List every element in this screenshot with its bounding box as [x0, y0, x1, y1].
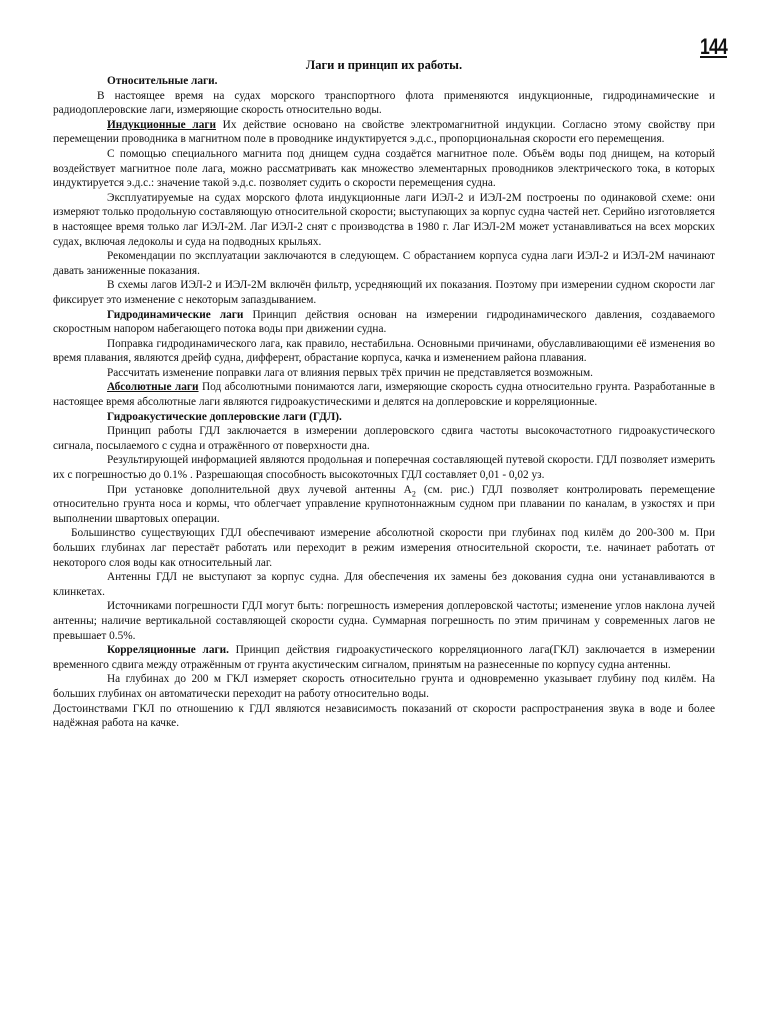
paragraph: С помощью специального магнита под днищем судна создаётся магнитное поле. Объём воды под днищем, на который воздействует магнитное поле лага, можно рассматривать как множество элементарных проводников электрического тока, в которых индуктируется э.д.с.: значение такой э.д.с. позволяет судить о скорости перемещения судна. — [53, 147, 715, 190]
paragraph-absolute — [53, 380, 715, 409]
paragraph: На глубинах до 200 м ГКЛ измеряет скорость относительно грунта и одновременно указывает глубину под килём. На больших глубинах он автоматически переходит на работу относительно воды. — [53, 673, 715, 700]
paragraph: Достоинствами ГКЛ по отношению к ГДЛ являются независимость показаний от скорости распространения звука в воде и более надёжная работа на качке. — [53, 702, 715, 730]
paragraph-text: Принцип действия основан на измерении гидродинамического давления, создаваемого скоростным напором набегающего потока воды при движении судна. — [53, 308, 715, 336]
hydrodynamic-heading: Гидродинамические лаги — [107, 308, 244, 321]
paragraph-text: (см. рис.) ГДЛ позволяет контролировать перемещение относительно грунта носа и кормы, что облегчает управление крупнотоннажным судном при плавании по каналам, в узкостях и при выполнении швартовых операции. — [53, 483, 715, 525]
paragraph-text: При установке дополнительной двух лучевой антенны А — [107, 483, 412, 496]
paragraph: Поправка гидродинамического лага, как правило, нестабильна. Основными причинами, обуславливающими её изменения во время плавания, являются дрейф судна, дифферент, обрастание корпуса, качка и изменением района плавания. — [53, 337, 715, 365]
paragraph-text: Под абсолютными понимаются лаги, измеряющие скорость судна относительно грунта. Разработанные в настоящее время абсолютные лаги являются гидроакустическими и делятся на доплеровские и корреляционные. — [53, 381, 715, 409]
induction-heading: Индукционные лаги — [107, 118, 216, 131]
paragraph: Антенны ГДЛ не выступают за корпус судна. Для обеспечения их замены без докования судна они устанавливаются в клинкетах. — [53, 571, 715, 598]
absolute-heading: Абсолютные лаги — [107, 381, 199, 394]
paragraph: Эксплуатируемые на судах морского флота индукционные лаги ИЭЛ-2 и ИЭЛ-2М построены по одинаковой схеме: они измеряют только продольную составляющую относительной скорости; выступающих за корпус судна частей нет. Серийно изготовляется в настоящее время только лаг ИЭЛ-2М. Лаг ИЭЛ-2 снят с производства в 1980 г. Лаг ИЭЛ-2М может устанавливаться на всех морских судах, включая ледоколы и суда на подводных крыльях. — [53, 191, 715, 248]
paragraph-text: Их действие основано на свойстве электромагнитной индукции. Согласно этому свойству при перемещении проводника в магнитном поле в проводнике индуктируется э.д.с., пропорциональная скорости его перемещения. — [53, 118, 715, 146]
paragraph-induction — [53, 118, 715, 147]
paragraph: Рассчитать изменение поправки лага от влияния первых трёх причин не представляется возможным. — [107, 366, 593, 379]
paragraph: Большинство существующих ГДЛ обеспечивают измерение абсолютной скорости при глубинах под килём до 200-300 м. При больших глубинах лаг перестаёт работать или переходит в режим измерения относительной скорости, т.е. начинает работать от некоторого слоя воды как относительный лаг. — [53, 527, 715, 569]
correlation-heading: Корреляционные лаги. — [107, 644, 229, 657]
paragraph-hydrodynamic — [53, 308, 715, 337]
relative-heading: Относительные лаги. — [107, 75, 218, 87]
paragraph: Принцип работы ГДЛ заключается в измерении доплеровского сдвига частоты высокочастотного гидроакустического сигнала, посылаемого с судна и отражённого от поверхности дна. — [53, 425, 715, 452]
paragraph-correlation — [53, 643, 715, 672]
paragraph-text: Принцип действия гидроакустического корреляционного лага(ГКЛ) заключается в измерении временного сдвига между отражённым от грунта акустическим сигналом, принятым на разнесенные по корпусу судна антенны. — [53, 644, 715, 671]
subscript: 2 — [411, 488, 416, 498]
paragraph: Рекомендации по эксплуатации заключаются в следующем. С обрастанием корпуса судна лаги ИЭЛ-2 и ИЭЛ-2М начинают давать заниженные показания. — [53, 250, 715, 277]
document-title: Лаги и принцип их работы. — [305, 58, 463, 72]
section-heading-gdl — [53, 410, 715, 425]
paragraph: Источниками погрешности ГДЛ могут быть: погрешность измерения доплеровской частоты; изменение углов наклона лучей антенны; наличие вертикальной составляющей скорости судна. Суммарная погрешность по этим причинам у современных лагов не превышает 0.5%. — [53, 600, 715, 642]
page-number: 144 — [700, 34, 727, 59]
paragraph: В схемы лагов ИЭЛ-2 и ИЭЛ-2М включён фильтр, усредняющий их показания. Поэтому при измерении судном скорости лаг фиксирует это изменение с некоторым запаздыванием. — [53, 279, 715, 306]
paragraph-antenna — [53, 483, 715, 527]
paragraph: В настоящее время на судах морского транспортного флота применяются индукционные, гидродинамические и радиодоплеровские лаги, измеряющие скорость относительно воды. — [53, 89, 715, 117]
document-body — [53, 57, 715, 731]
section-heading-relative — [53, 74, 715, 89]
gdl-heading: Гидроакустические доплеровские лаги (ГДЛ). — [107, 410, 342, 423]
paragraph: Результирующей информацией являются продольная и поперечная составляющей путевой скорости. ГДЛ позволяет измерить их с погрешностью до 0.1% . Разрешающая способность высокоточных ГДЛ составляет 0,01 - 0,02 уз. — [53, 454, 715, 482]
